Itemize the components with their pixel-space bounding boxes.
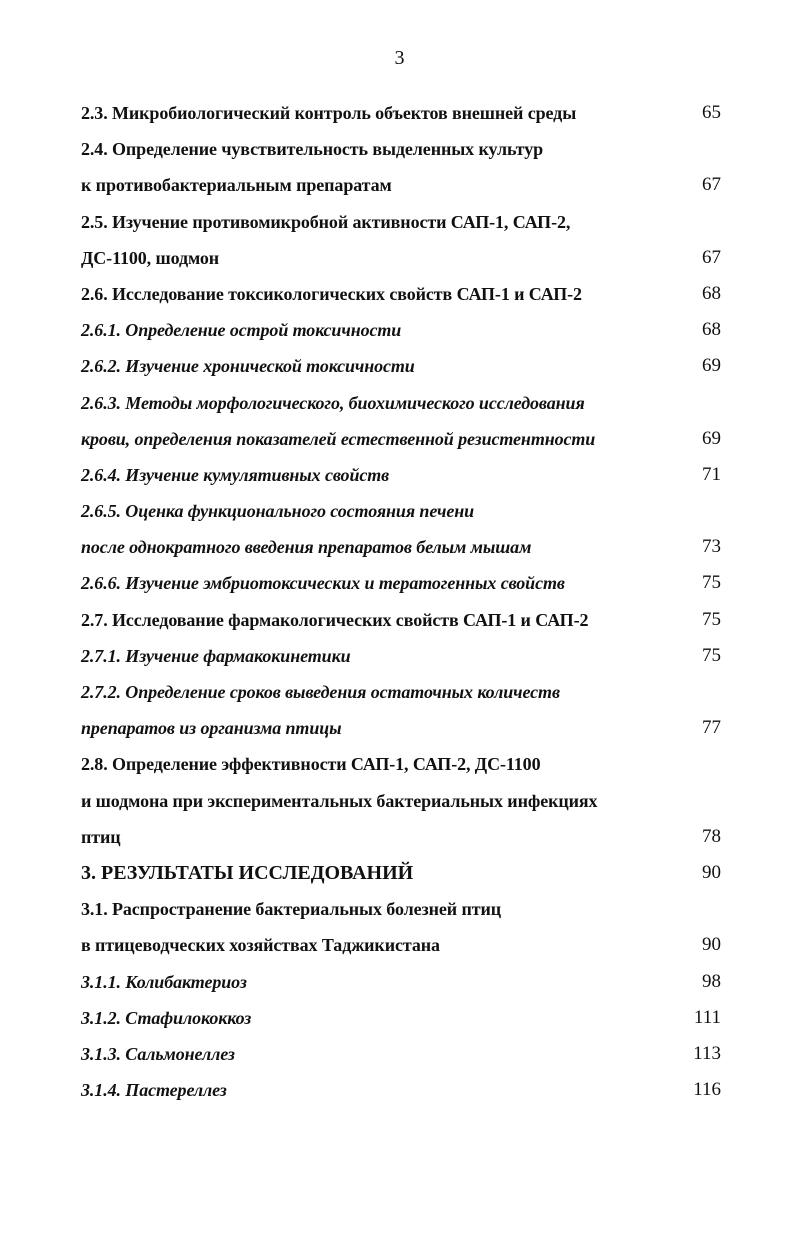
toc-entry — [81, 714, 721, 750]
toc-entry-title: после однократного введения препаратов белым мышам — [81, 537, 532, 558]
toc-entry-page-number: 113 — [693, 1042, 721, 1064]
toc-entry — [81, 352, 721, 388]
toc-entry-title: 3.1. Распространение бактериальных болезней птиц — [81, 899, 502, 920]
toc-entry — [81, 425, 721, 461]
toc-entry-page-number: 68 — [702, 319, 721, 341]
toc-entry — [81, 280, 721, 316]
toc-entry-title: 3.1.3. Сальмонеллез — [81, 1043, 235, 1064]
toc-entry-page-number: 73 — [702, 536, 721, 558]
toc-entry — [81, 208, 721, 244]
toc-entry-page-number: 67 — [702, 246, 721, 268]
toc-entry-title: 2.7.2. Определение сроков выведения остаточных количеств — [81, 682, 560, 702]
toc-entry-title: 2.6.2. Изучение хронической токсичности — [81, 356, 415, 377]
toc-entry — [81, 497, 721, 533]
toc-entry-title: 2.6. Исследование токсикологических свойств САП-1 и САП-2 — [81, 283, 582, 304]
toc-entry — [81, 823, 721, 859]
toc-entry-title: 2.7.1. Изучение фармакокинетики — [81, 645, 351, 666]
toc-entry-page-number: 71 — [702, 463, 721, 485]
toc-entry — [81, 569, 721, 605]
toc-entry-page-number: 77 — [702, 717, 721, 739]
toc-entry-title: в птицеводческих хозяйствах Таджикистана — [81, 935, 440, 956]
toc-entry-title: 2.3. Микробиологический контроль объектов внешней среды — [81, 103, 577, 123]
toc-entry-page-number: 69 — [702, 355, 721, 377]
toc-entry-title: 2.6.5. Оценка функционального состояния печени — [81, 501, 475, 522]
toc-entry-page-number: 78 — [702, 825, 721, 847]
toc-entry-title: ДС-1100, шодмон — [81, 247, 220, 268]
table-of-contents — [81, 99, 721, 1112]
toc-entry-page-number: 111 — [693, 1006, 721, 1028]
toc-entry-title: 3.1.4. Пастереллез — [81, 1080, 227, 1101]
toc-entry — [81, 931, 721, 967]
toc-entry — [81, 895, 721, 931]
toc-entry-title: 2.6.1. Определение острой токсичности — [81, 320, 402, 341]
toc-entry — [81, 787, 721, 823]
toc-entry-page-number: 65 — [702, 102, 721, 123]
toc-entry — [81, 750, 721, 786]
toc-entry-page-number: 69 — [702, 427, 721, 449]
toc-entry-page-number: 90 — [702, 934, 721, 956]
toc-entry — [81, 859, 721, 895]
toc-entry — [81, 389, 721, 425]
page-number: 3 — [394, 47, 405, 69]
toc-entry-title: 2.6.4. Изучение кумулятивных свойств — [81, 464, 390, 485]
toc-entry-title: 2.5. Изучение противомикробной активности САП-1, САП-2, — [81, 211, 571, 232]
toc-entry — [81, 642, 721, 678]
toc-entry-page-number: 90 — [702, 861, 721, 883]
toc-entry — [81, 244, 721, 280]
toc-entry — [81, 606, 721, 642]
toc-entry-title: крови, определения показателей естественной резистентности — [81, 428, 596, 449]
toc-entry-title: и шодмона при экспериментальных бактериальных инфекциях — [81, 790, 598, 811]
toc-entry — [81, 171, 721, 207]
toc-entry-title: к противобактериальным препаратам — [81, 175, 392, 196]
toc-entry — [81, 533, 721, 569]
toc-entry-page-number: 116 — [693, 1079, 721, 1101]
toc-entry-page-number: 98 — [702, 970, 721, 992]
toc-entry-title: 3.1.1. Колибактериоз — [81, 971, 247, 992]
toc-entry — [81, 1076, 721, 1112]
toc-entry-title: 2.8. Определение эффективности САП-1, САП-2, ДС-1100 — [81, 754, 541, 775]
toc-entry-page-number: 75 — [702, 644, 721, 666]
toc-entry-title: 2.4. Определение чувствительность выделенных культур — [81, 139, 544, 160]
toc-entry — [81, 1040, 721, 1076]
toc-entry — [81, 678, 721, 714]
toc-entry-page-number: 75 — [702, 572, 721, 594]
toc-entry-title: птиц — [81, 826, 121, 847]
toc-entry — [81, 461, 721, 497]
toc-entry-page-number: 68 — [702, 282, 721, 304]
toc-entry-title: 2.7. Исследование фармакологических свойств САП-1 и САП-2 — [81, 609, 589, 630]
toc-entry — [81, 968, 721, 1004]
toc-entry-page-number: 67 — [702, 174, 721, 196]
toc-entry-title: 3. РЕЗУЛЬТАТЫ ИССЛЕДОВАНИЙ — [81, 861, 414, 884]
toc-entry — [81, 1004, 721, 1040]
toc-entry-title: 2.6.6. Изучение эмбриотоксических и тератогенных свойств — [81, 573, 565, 594]
toc-entry-title: 3.1.2. Стафилококкоз — [81, 1007, 252, 1028]
toc-entry-page-number: 75 — [702, 608, 721, 630]
toc-entry — [81, 99, 721, 135]
toc-entry — [81, 316, 721, 352]
toc-entry-title: препаратов из организма птицы — [81, 718, 342, 739]
toc-entry — [81, 135, 721, 171]
toc-entry-title: 2.6.3. Методы морфологического, биохимического исследования — [81, 392, 585, 413]
